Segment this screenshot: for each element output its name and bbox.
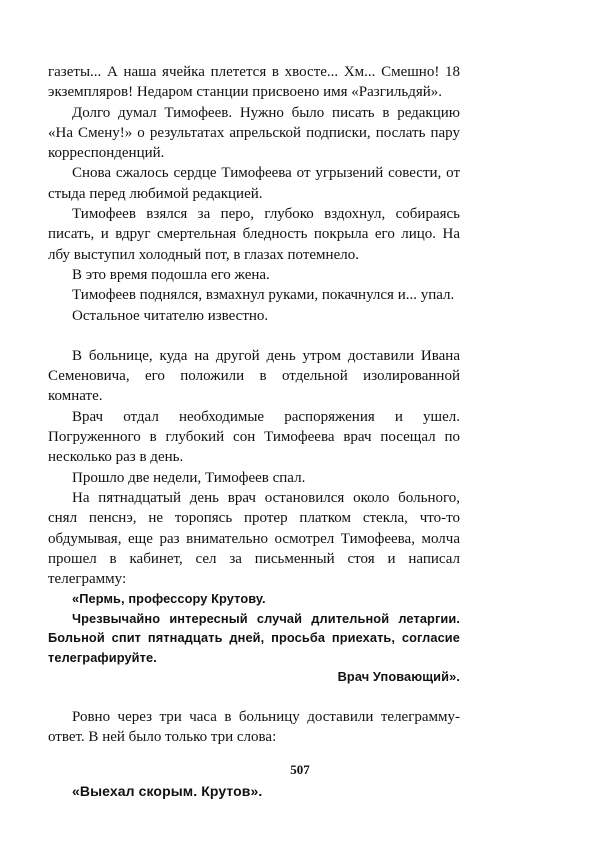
paragraph-3: Снова сжалось сердце Тимофеева от угрызений совести, от стыда перед любимой редакцией. [48,165,460,202]
telegram-address: «Пермь, профессору Крутову. [72,591,266,607]
telegram-body: Чрезвычайно интересный случай длительной летаргии. Больной спит пятнадцать дней, просьба приехать, согласие телеграфируйте. [48,610,460,665]
page-number: 507 [290,762,310,777]
paragraph-2: Долго думал Тимофеев. Нужно было писать в редакцию «На Смену!» о результатах апрельской подписки, послать пару корреспонденций. [48,104,460,162]
paragraph-8: В больнице, куда на другой день утром доставили Ивана Семеновича, его положили в отдельной изолированной комнате. [48,347,460,405]
telegram-reply: «Выехал скорым. Крутов». [72,782,263,799]
page-text [48,62,460,801]
paragraph-9: Врач отдал необходимые распоряжения и ушел. Погруженного в глубокий сон Тимофеева врач посещал по несколько раз в день. [48,408,460,466]
telegram-signature: Врач Уповающий». [337,669,460,685]
paragraph-11: На пятнадцатый день врач остановился около больного, снял пенснэ, не торопясь протер платком стекла, что-то обдумывая, еще раз внимательно осмотрел Тимофеева, молча прошел в кабинет, сел за письменный стоя и написал телеграмму: [48,489,460,588]
paragraph-10: Прошло две недели, Тимофеев спал. [72,469,306,486]
paragraph-reply-intro: Ровно через три часа в больницу доставили телеграмму-ответ. В ней было только три слова: [48,708,460,746]
section-gap [48,326,460,346]
paragraph-5: В это время подошла его жена. [72,266,270,283]
paragraph-6: Тимофеев поднялся, взмахнул руками, покачнулся и... упал. [72,287,455,304]
paragraph-7: Остальное читателю известно. [72,307,269,324]
paragraph-1: газеты... А наша ячейка плетется в хвосте... Хм... Смешно! 18 экземпляров! Недаром станции присвоено имя «Разгильдяй». [48,64,460,101]
paragraph-4: Тимофеев взялся за перо, глубоко вздохнул, собираясь писать, и вдруг смертельная бледность покрыла его лицо. На лбу выступил холодный пот, в глазах потемнело. [48,206,460,263]
section-gap-2 [48,687,460,707]
